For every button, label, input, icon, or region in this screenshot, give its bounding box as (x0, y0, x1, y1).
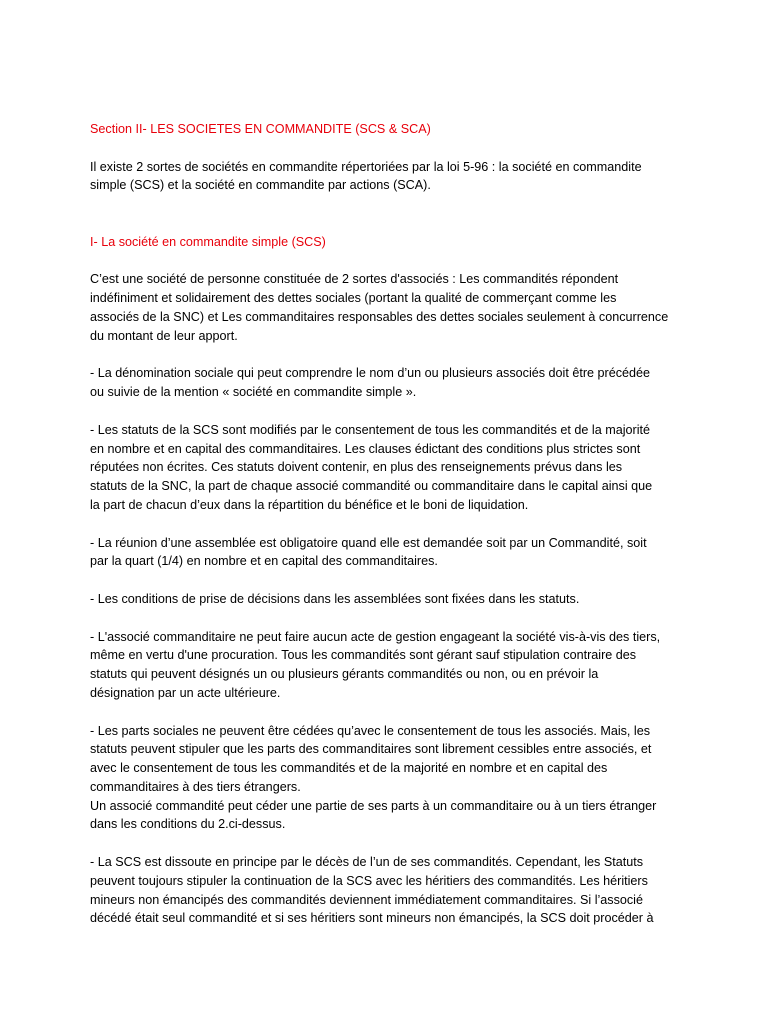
text-line: avec le consentement de tous les commandités et de la majorité en nombre et en capital des (90, 761, 608, 776)
text-line: ou suivie de la mention « société en commandite simple ». (90, 385, 417, 400)
text-line: associés de la SNC) et Les commanditaires responsables des dettes sociales seulement à concurrence (90, 309, 669, 324)
text-line: - L'associé commanditaire ne peut faire aucun acte de gestion engageant la société vis-à-vis des tiers, (90, 629, 661, 644)
text-line: la part de chacun d’eux dans la répartition du bénéfice et le boni de liquidation. (90, 497, 529, 512)
text-line: par la quart (1/4) en nombre et en capital des commanditaires. (90, 554, 438, 569)
text-line: - La SCS est dissoute en principe par le décès de l’un de ses commandités. Cependant, les Statuts (90, 855, 644, 870)
text-line: commanditaires à des tiers étrangers. (90, 779, 301, 794)
text-line: en nombre et en capital des commanditaires. Les clauses édictant des conditions plus strictes sont (90, 441, 641, 456)
text-line: - Les conditions de prise de décisions dans les assemblées sont fixées dans les statuts. (90, 591, 580, 606)
section-title: Section II- LES SOCIETES EN COMMANDITE (SCS & SCA) (90, 122, 431, 136)
paragraph-definition (90, 270, 678, 345)
paragraph-decisions (90, 590, 678, 609)
paragraph-parts-sociales (90, 722, 678, 835)
text-line: dans les conditions du 2.ci-dessus. (90, 817, 286, 832)
paragraph-gestion (90, 628, 678, 703)
text-line: du montant de leur apport. (90, 328, 238, 343)
text-line: même en vertu d'une procuration. Tous les commandités sont gérant sauf stipulation contraire des (90, 648, 637, 663)
text-line: Un associé commandité peut céder une partie de ses parts à un commanditaire ou à un tiers étranger (90, 798, 657, 813)
text-line: - Les statuts de la SCS sont modifiés par le consentement de tous les commandités et de la majorité (90, 422, 651, 437)
text-line: Il existe 2 sortes de sociétés en commandite répertoriées par la loi 5-96 : la société en commandite (90, 159, 642, 174)
text-line: indéfiniment et solidairement des dettes sociales (portant la qualité de commerçant comme les (90, 291, 617, 306)
paragraph-dissolution (90, 853, 678, 928)
text-line: décédé était seul commandité et si ses héritiers sont mineurs non émancipés, la SCS doit procéder à (90, 911, 654, 926)
intro-paragraph (90, 158, 678, 196)
text-line: simple (SCS) et la société en commandite par actions (SCA). (90, 178, 431, 193)
text-line: statuts de la SNC, la part de chaque associé commandité ou commanditaire dans le capital ainsi que (90, 479, 653, 494)
text-line: C’est une société de personne constituée de 2 sortes d'associés : Les commandités répondent (90, 272, 619, 287)
text-line: mineurs non émancipés des commandités deviennent immédiatement commanditaires. Si l’associé (90, 892, 643, 907)
paragraph-statuts (90, 421, 678, 515)
text-line: statuts qui peuvent désignés un ou plusieurs gérants commandités ou non, ou en prévoir la (90, 667, 599, 682)
paragraph-denomination (90, 364, 678, 402)
text-line: peuvent toujours stipuler la continuation de la SCS avec les héritiers des commandités. Les héritiers (90, 873, 648, 888)
text-line: désignation par un acte ultérieure. (90, 685, 281, 700)
text-line: - La dénomination sociale qui peut comprendre le nom d’un ou plusieurs associés doit être précédée (90, 366, 651, 381)
text-line: - La réunion d’une assemblée est obligatoire quand elle est demandée soit par un Commandité, soit (90, 535, 647, 550)
text-line: - Les parts sociales ne peuvent être cédées qu’avec le consentement de tous les associés. Mais, les (90, 723, 651, 738)
paragraph-assemblee (90, 534, 678, 572)
text-line: statuts peuvent stipuler que les parts des commanditaires sont librement cessibles entre associés, et (90, 742, 652, 757)
text-line: réputées non écrites. Ces statuts doivent contenir, en plus des renseignements prévus dans les (90, 460, 623, 475)
subsection-title: I- La société en commandite simple (SCS) (90, 234, 326, 249)
